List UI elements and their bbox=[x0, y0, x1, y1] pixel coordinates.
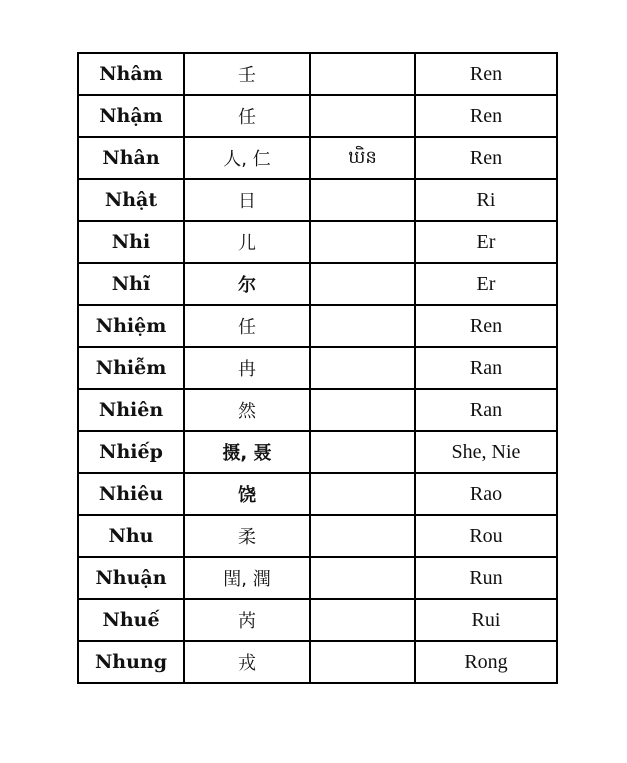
han-character-cell: 儿 bbox=[184, 221, 310, 263]
table-row bbox=[78, 305, 557, 347]
table-row bbox=[78, 95, 557, 137]
table-row bbox=[78, 389, 557, 431]
pinyin-cell: Rong bbox=[415, 641, 557, 683]
han-character-cell: 摄, 聂 bbox=[184, 431, 310, 473]
pinyin-cell: Er bbox=[415, 263, 557, 305]
khmer-cell bbox=[310, 557, 415, 599]
vietnamese-cell: Nhật bbox=[78, 179, 184, 221]
han-character-cell: 閏, 潤 bbox=[184, 557, 310, 599]
vietnamese-cell: Nhiễm bbox=[78, 347, 184, 389]
pinyin-cell: Ran bbox=[415, 347, 557, 389]
vietnamese-cell: Nhuế bbox=[78, 599, 184, 641]
vietnamese-cell: Nhiếp bbox=[78, 431, 184, 473]
vietnamese-cell: Nhu bbox=[78, 515, 184, 557]
table-row bbox=[78, 473, 557, 515]
han-character-cell: 冉 bbox=[184, 347, 310, 389]
khmer-cell bbox=[310, 305, 415, 347]
khmer-cell bbox=[310, 95, 415, 137]
pinyin-cell: Rui bbox=[415, 599, 557, 641]
han-character-cell: 人, 仁 bbox=[184, 137, 310, 179]
table-row bbox=[78, 431, 557, 473]
table-row bbox=[78, 53, 557, 95]
khmer-cell bbox=[310, 347, 415, 389]
vietnamese-cell: Nhung bbox=[78, 641, 184, 683]
table-row bbox=[78, 557, 557, 599]
table-row bbox=[78, 221, 557, 263]
table-body bbox=[78, 53, 557, 683]
vietnamese-cell: Nhuận bbox=[78, 557, 184, 599]
pinyin-cell: Ri bbox=[415, 179, 557, 221]
khmer-cell bbox=[310, 599, 415, 641]
table-row bbox=[78, 641, 557, 683]
han-character-cell: 壬 bbox=[184, 53, 310, 95]
table-row bbox=[78, 347, 557, 389]
character-table bbox=[77, 52, 558, 684]
han-character-cell: 然 bbox=[184, 389, 310, 431]
vietnamese-cell: Nhiệm bbox=[78, 305, 184, 347]
table-row bbox=[78, 263, 557, 305]
pinyin-cell: Rao bbox=[415, 473, 557, 515]
vietnamese-cell: Nhiêu bbox=[78, 473, 184, 515]
table-row bbox=[78, 599, 557, 641]
khmer-cell bbox=[310, 473, 415, 515]
han-character-cell: 芮 bbox=[184, 599, 310, 641]
han-character-cell: 任 bbox=[184, 305, 310, 347]
vietnamese-cell: Nhâm bbox=[78, 53, 184, 95]
pinyin-cell: Ren bbox=[415, 95, 557, 137]
han-character-cell: 任 bbox=[184, 95, 310, 137]
pinyin-cell: Er bbox=[415, 221, 557, 263]
pinyin-cell: Ren bbox=[415, 137, 557, 179]
han-character-cell: 饶 bbox=[184, 473, 310, 515]
han-character-cell: 日 bbox=[184, 179, 310, 221]
vietnamese-cell: Nhậm bbox=[78, 95, 184, 137]
han-character-cell: 柔 bbox=[184, 515, 310, 557]
khmer-cell: ឃិន bbox=[310, 137, 415, 179]
pinyin-cell: Rou bbox=[415, 515, 557, 557]
han-character-cell: 戎 bbox=[184, 641, 310, 683]
pinyin-cell: She, Nie bbox=[415, 431, 557, 473]
vietnamese-cell: Nhân bbox=[78, 137, 184, 179]
khmer-cell bbox=[310, 431, 415, 473]
table-row bbox=[78, 137, 557, 179]
vietnamese-cell: Nhi bbox=[78, 221, 184, 263]
khmer-cell bbox=[310, 641, 415, 683]
khmer-cell bbox=[310, 53, 415, 95]
vietnamese-cell: Nhĩ bbox=[78, 263, 184, 305]
pinyin-cell: Ran bbox=[415, 389, 557, 431]
pinyin-cell: Run bbox=[415, 557, 557, 599]
pinyin-cell: Ren bbox=[415, 53, 557, 95]
khmer-cell bbox=[310, 389, 415, 431]
table-row bbox=[78, 179, 557, 221]
khmer-cell bbox=[310, 221, 415, 263]
pinyin-cell: Ren bbox=[415, 305, 557, 347]
vietnamese-cell: Nhiên bbox=[78, 389, 184, 431]
khmer-cell bbox=[310, 515, 415, 557]
khmer-cell bbox=[310, 263, 415, 305]
table-row bbox=[78, 515, 557, 557]
han-character-cell: 尔 bbox=[184, 263, 310, 305]
khmer-cell bbox=[310, 179, 415, 221]
